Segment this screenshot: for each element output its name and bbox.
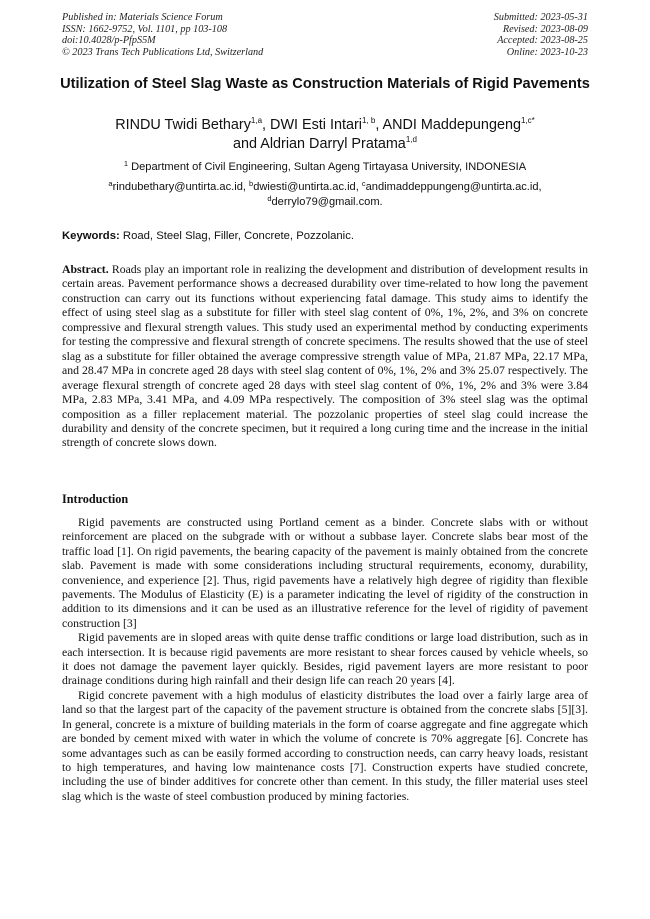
author-name: RINDU Twidi Bethary xyxy=(115,117,251,133)
accepted-date: Accepted: 2023-08-25 xyxy=(497,35,588,47)
submitted-date: Submitted: 2023-05-31 xyxy=(493,12,588,23)
affiliation-superscript: 1 xyxy=(123,159,129,168)
paragraph: Rigid pavements are constructed using Portland cement as a binder. Concrete slabs with or without reinforcement are placed on the subgrade with or without a subbase layer. Concrete slabs bear most of the traffic load [1]. On rigid pavements, the bearing capacity of the pavement is mainly obtained from the concrete slab. Pavement is made with some considerations including structural requirements, economy, durability, convenience, and experience [2]. Thus, rigid pavements have a relatively high degree of rigidity than flexible pavements. The Modulus of Elasticity (E) is a parameter indicating the level of rigidity of the construction in addition to its dimensions and it can be used as an illustrative reference for the level of rigidity of pavement construction [3] xyxy=(62,516,588,630)
author-list: RINDU Twidi Bethary$^{1,a}$, DWI Esti Intari$^{1, b}$, ANDI Maddepungeng$^{1,c*}$ and Aldrian Darryl Pratama$^{1,d}$ xyxy=(115,116,535,152)
paper-title: Utilization of Steel Slag Waste as Construction Materials of Rigid Pavements xyxy=(60,76,590,92)
email-superscript: b xyxy=(249,179,254,188)
revised-date: Revised: 2023-08-09 xyxy=(502,23,588,35)
keywords-label: Keywords: xyxy=(62,230,120,242)
affiliation xyxy=(40,160,610,174)
author-superscript: 1,d xyxy=(405,135,417,144)
section-heading: Introduction xyxy=(62,492,129,506)
paragraph: Rigid pavements are in sloped areas with quite dense traffic conditions or large load distribution, such as in each intersection. It is because rigid pavements are more resistant to shear forces caused by vehicle wheels, so it does not damage the pavement layer quickly. Besides, rigid pavement layers are more resistant to poor drainage conditions during high rainfall and their design life can reach 20 years [4]. xyxy=(62,631,588,688)
abstract-label: Abstract. xyxy=(62,263,109,276)
email-superscript: c xyxy=(361,179,366,188)
journal-line: Published in: Materials Science Forum xyxy=(62,12,223,23)
author-superscript: 1,c* xyxy=(520,116,535,125)
affiliation-text: Department of Civil Engineering, Sultan Ageng Tirtayasa University, INDONESIA xyxy=(131,161,527,173)
publication-info xyxy=(62,12,263,58)
paragraph: Rigid concrete pavement with a high modulus of elasticity distributes the load over a fairly large area of land so that the largest part of the capacity of the pavement structure is obtained from the concrete slabs [5][3]. In general, concrete is a mixture of building materials in the form of coarse aggregate and fine aggregate which are bonded by cement mixed with water in which the volume of concrete is 70% aggregate [6]. Concrete has some advantages such as can be easily formed according to construction needs, can carry heavy loads, resistant to high temperatures, and having low maintenance costs [7]. Construction experts have studied concrete, including the use of binder additives for concrete other than cement. In this study, the filler material uses steel slag which is the waste of steel combustion produced by mining factories. xyxy=(62,688,588,803)
online-date: Online: 2023-10-23 xyxy=(506,46,588,58)
author-name: ANDI Maddepungeng xyxy=(382,117,521,133)
publication-dates xyxy=(494,12,588,58)
author-superscript: 1,a xyxy=(250,116,263,125)
author-name: and Aldrian Darryl Pratama xyxy=(233,136,406,152)
email-link[interactable]: derrylo79@gmail.com. xyxy=(271,196,383,208)
author-emails xyxy=(40,180,610,210)
keywords xyxy=(62,229,354,243)
copyright-line: © 2023 Trans Tech Publications Ltd, Switzerland xyxy=(62,46,264,58)
abstract-text: Roads play an important role in realizing the development and distribution of development results in certain areas. Pavement performance shows a decreased durability over time-related to how long the pavement construction can carry out its functions without experiencing fatal damage. This study aims to identify the effect of using steel slag as a substitute for filler with steel slag content of 0%, 1%, 2%, and 3% on concrete compressive and flexural strength values. This study used an experimental method by conducting experiments for testing the compressive and flexural strength of concrete specimens. The results showed that the use of steel slag as a substitute for filler obtained the average compressive strength value of MPa, 21.87 MPa, 22.17 MPa, and 28.47 MPa in concrete aged 28 days with steel slag content of 0%, 1%, 2% and 3% 25.07 respectively. The average flexural strength of concrete aged 28 days with steel slag content of 0%, 1%, 2% and 3% were 3.84 MPa, 2.83 MPa, 3.41 MPa, and 4.09 MPa respectively. The composition of 3% steel slag was the optimal composition as a filler replacement material. The pozzolanic properties of steel slag could increase the durability and density of the concrete specimen, but it required a long curing time and the increase in the initial strength of concrete slows down. xyxy=(62,263,588,450)
issn-line: ISSN: 1662-9752, Vol. 1101, pp 103-108 xyxy=(62,23,228,35)
doi-line: doi:10.4028/p-PfpS5M xyxy=(62,35,156,47)
author-superscript: 1, b xyxy=(362,116,376,125)
email-superscript: d xyxy=(267,194,272,203)
author-name: DWI Esti Intari xyxy=(270,117,362,133)
email-link[interactable]: dwiesti@untirta.ac.id, xyxy=(253,181,362,193)
introduction-body xyxy=(62,516,588,804)
email-superscript: a xyxy=(108,179,113,188)
email-link[interactable]: andimaddeppungeng@untirta.ac.id, xyxy=(365,181,542,193)
abstract xyxy=(62,263,588,451)
keywords-text: Road, Steel Slag, Filler, Concrete, Pozzolanic. xyxy=(122,230,354,242)
email-link[interactable]: rindubethary@untirta.ac.id, xyxy=(112,181,250,193)
